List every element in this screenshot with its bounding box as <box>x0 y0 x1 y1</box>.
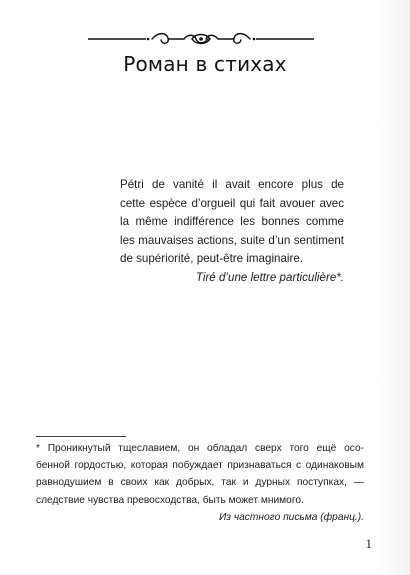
footnote-line: следствие чувства превосходства, быть может мнимого. <box>36 494 304 506</box>
page-title: Роман в стихах <box>123 52 287 76</box>
footnote-line: * Проникнутый тщеславием, он обладал сверх того ещё осо- <box>36 443 364 454</box>
epigraph-line: la même indifférence les bonnes comme <box>120 215 344 229</box>
footnote-divider <box>36 436 126 437</box>
epigraph-line: Pétri de vanité il avait encore plus de <box>120 178 344 191</box>
epigraph-line: les mauvaises actions, suite d’un sentiment <box>120 233 344 247</box>
epigraph-line: cette espèce d’orgueil qui fait avouer avec <box>120 196 344 210</box>
footnote-line: равнодушием в своих как добрых, так и дурных поступках, — <box>36 477 364 489</box>
epigraph-line: de supériorité, peut-être imaginaire. <box>120 252 304 266</box>
page-number: 1 <box>365 536 372 551</box>
decorative-ornament-icon <box>88 30 314 48</box>
epigraph <box>120 176 344 288</box>
footnote <box>36 440 364 526</box>
footnote-line: бенной гордостью, которая побуждает признаваться с одинаковым <box>36 460 364 472</box>
footnote-source: Из частного письма (франц.). <box>219 511 364 523</box>
epigraph-source: Tiré d’une lettre particulière*. <box>195 270 344 284</box>
